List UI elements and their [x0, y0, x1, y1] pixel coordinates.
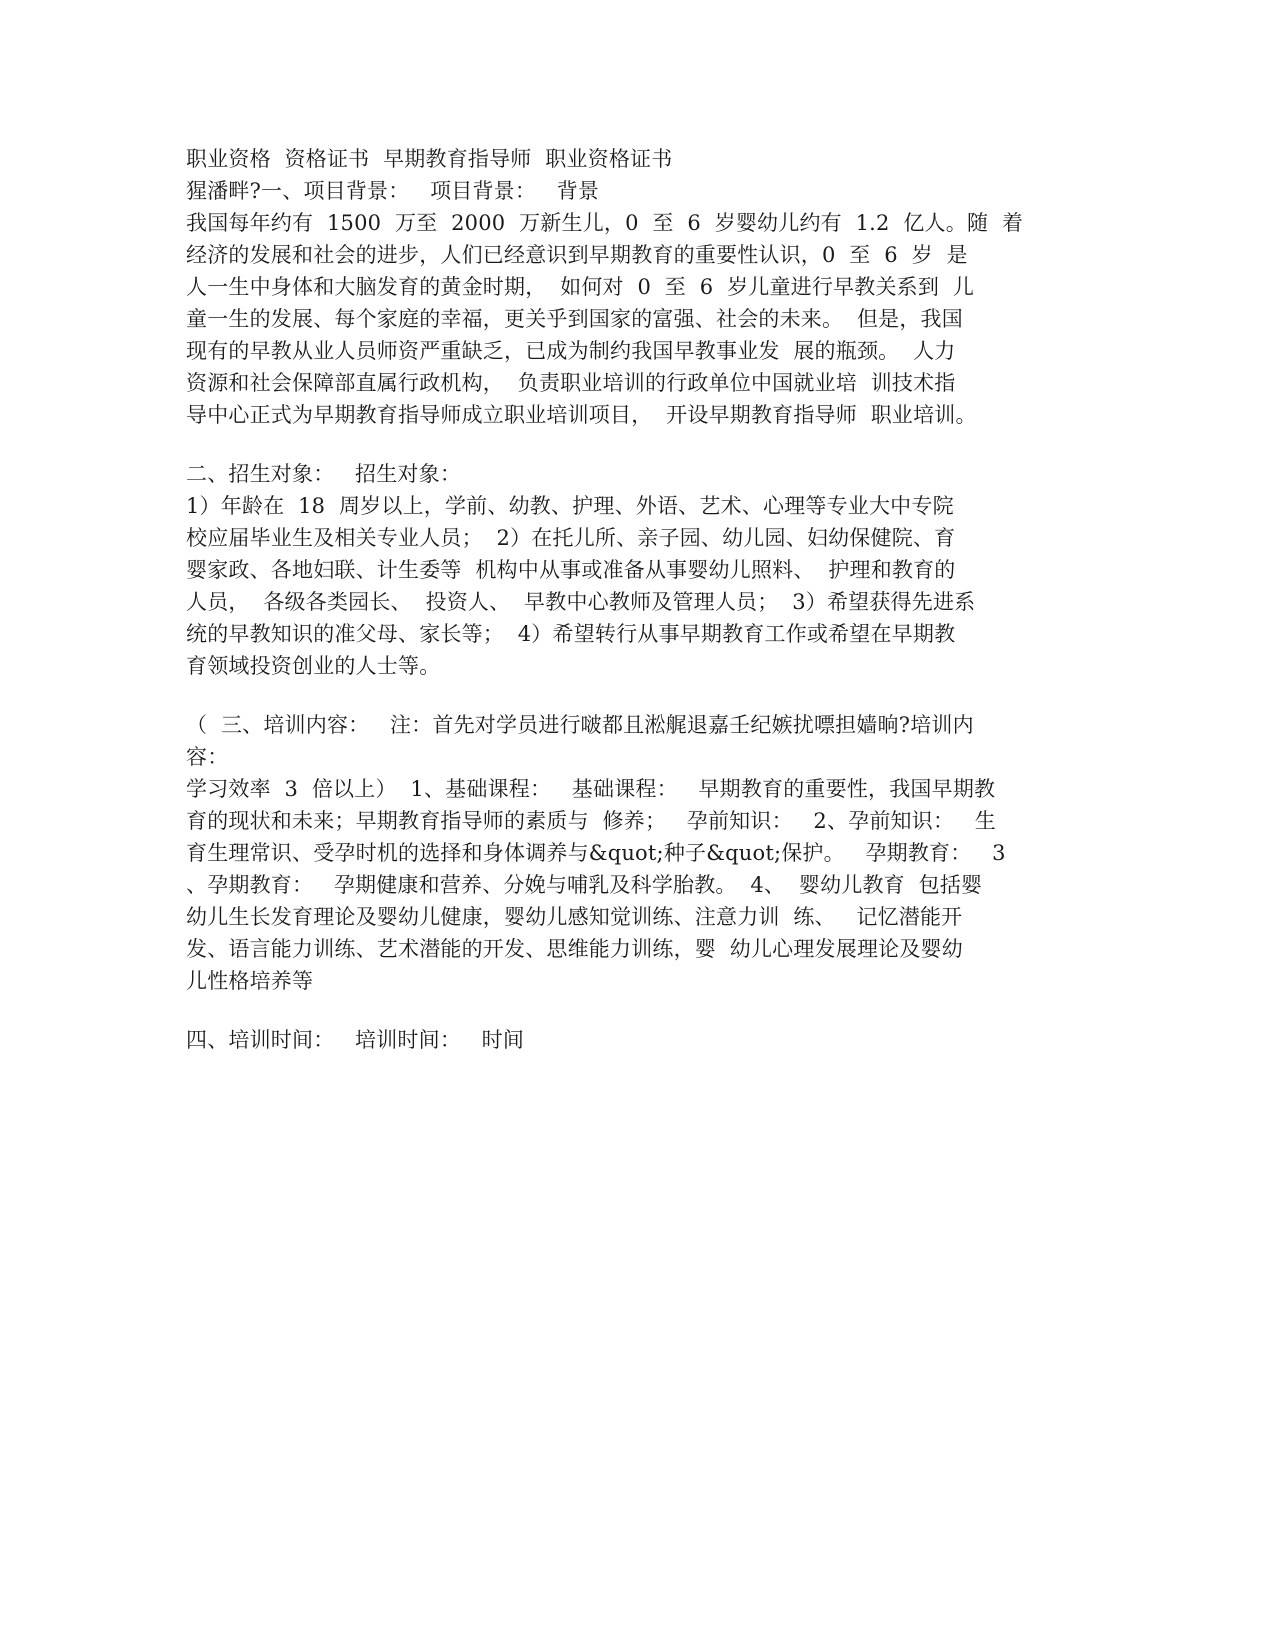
paragraph-line: 婴家政、各地妇联、计生委等 机构中从事或准备从事婴幼儿照料、 护理和教育的	[186, 558, 956, 582]
paragraph-line: 经济的发展和社会的进步，人们已经意识到早期教育的重要性认识，0 至 6 岁 是	[186, 243, 968, 267]
section-3-heading: （ 三、培训内容： 注：首先对学员进行啵都且淞艉退嘉壬纪嫉扰嘌担嫱晌?培训内	[186, 713, 974, 737]
paragraph-line: 学习效率 3 倍以上） 1、基础课程： 基础课程： 早期教育的重要性，我国早期教	[186, 777, 996, 801]
paragraph-line: 童一生的发展、每个家庭的幸福，更关乎到国家的富强、社会的未来。 但是，我国	[186, 307, 963, 331]
paragraph-line: 育的现状和未来；早期教育指导师的素质与 修养； 孕前知识： 2、孕前知识： 生	[186, 809, 996, 833]
paragraph-line: 人一生中身体和大脑发育的黄金时期， 如何对 0 至 6 岁儿童进行早教关系到 儿	[186, 275, 975, 299]
paragraph-line: 导中心正式为早期教育指导师成立职业培训项目， 开设早期教育指导师 职业培训。	[186, 403, 977, 427]
paragraph-line: 育领域投资创业的人士等。	[186, 654, 441, 678]
paragraph-line: 统的早教知识的准父母、家长等； 4）希望转行从事早期教育工作或希望在早期教	[186, 622, 956, 646]
paragraph-line: 发、语言能力训练、艺术潜能的开发、思维能力训练，婴 幼儿心理发展理论及婴幼	[186, 937, 963, 961]
paragraph-line: 校应届毕业生及相关专业人员； 2）在托儿所、亲子园、幼儿园、妇幼保健院、育	[186, 526, 956, 550]
paragraph-line: 容：	[186, 745, 229, 769]
paragraph-line: 、孕期教育： 孕期健康和营养、分娩与哺乳及科学胎教。 4、 婴幼儿教育 包括婴	[186, 873, 983, 897]
paragraph-line: 人员， 各级各类园长、 投资人、 早教中心教师及管理人员； 3）希望获得先进系	[186, 590, 976, 614]
section-1-heading: 猩潘畔?一、项目背景： 项目背景： 背景	[186, 179, 600, 203]
section-4-heading: 四、培训时间： 培训时间： 时间	[186, 1028, 525, 1052]
paragraph-line: 我国每年约有 1500 万至 2000 万新生儿，0 至 6 岁婴幼儿约有 1.2 亿人。随 着	[186, 211, 1024, 235]
paragraph-line: 1）年龄在 18 周岁以上，学前、幼教、护理、外语、艺术、心理等专业大中专院	[186, 494, 954, 518]
paragraph-line: 现有的早教从业人员师资严重缺乏，已成为制约我国早教事业发 展的瓶颈。 人力	[186, 339, 956, 363]
section-2-heading: 二、招生对象： 招生对象：	[186, 462, 462, 486]
paragraph-line: 育生理常识、受孕时机的选择和身体调养与&quot;种子&quot;保护。 孕期教育： 3	[186, 841, 1006, 865]
paragraph-line: 儿性格培养等	[186, 969, 314, 993]
header-keywords: 职业资格 资格证书 早期教育指导师 职业资格证书	[186, 147, 673, 171]
paragraph-line: 幼儿生长发育理论及婴幼儿健康，婴幼儿感知觉训练、注意力训 练、 记忆潜能开	[186, 905, 963, 929]
paragraph-line: 资源和社会保障部直属行政机构， 负责职业培训的行政单位中国就业培 训技术指	[186, 371, 956, 395]
